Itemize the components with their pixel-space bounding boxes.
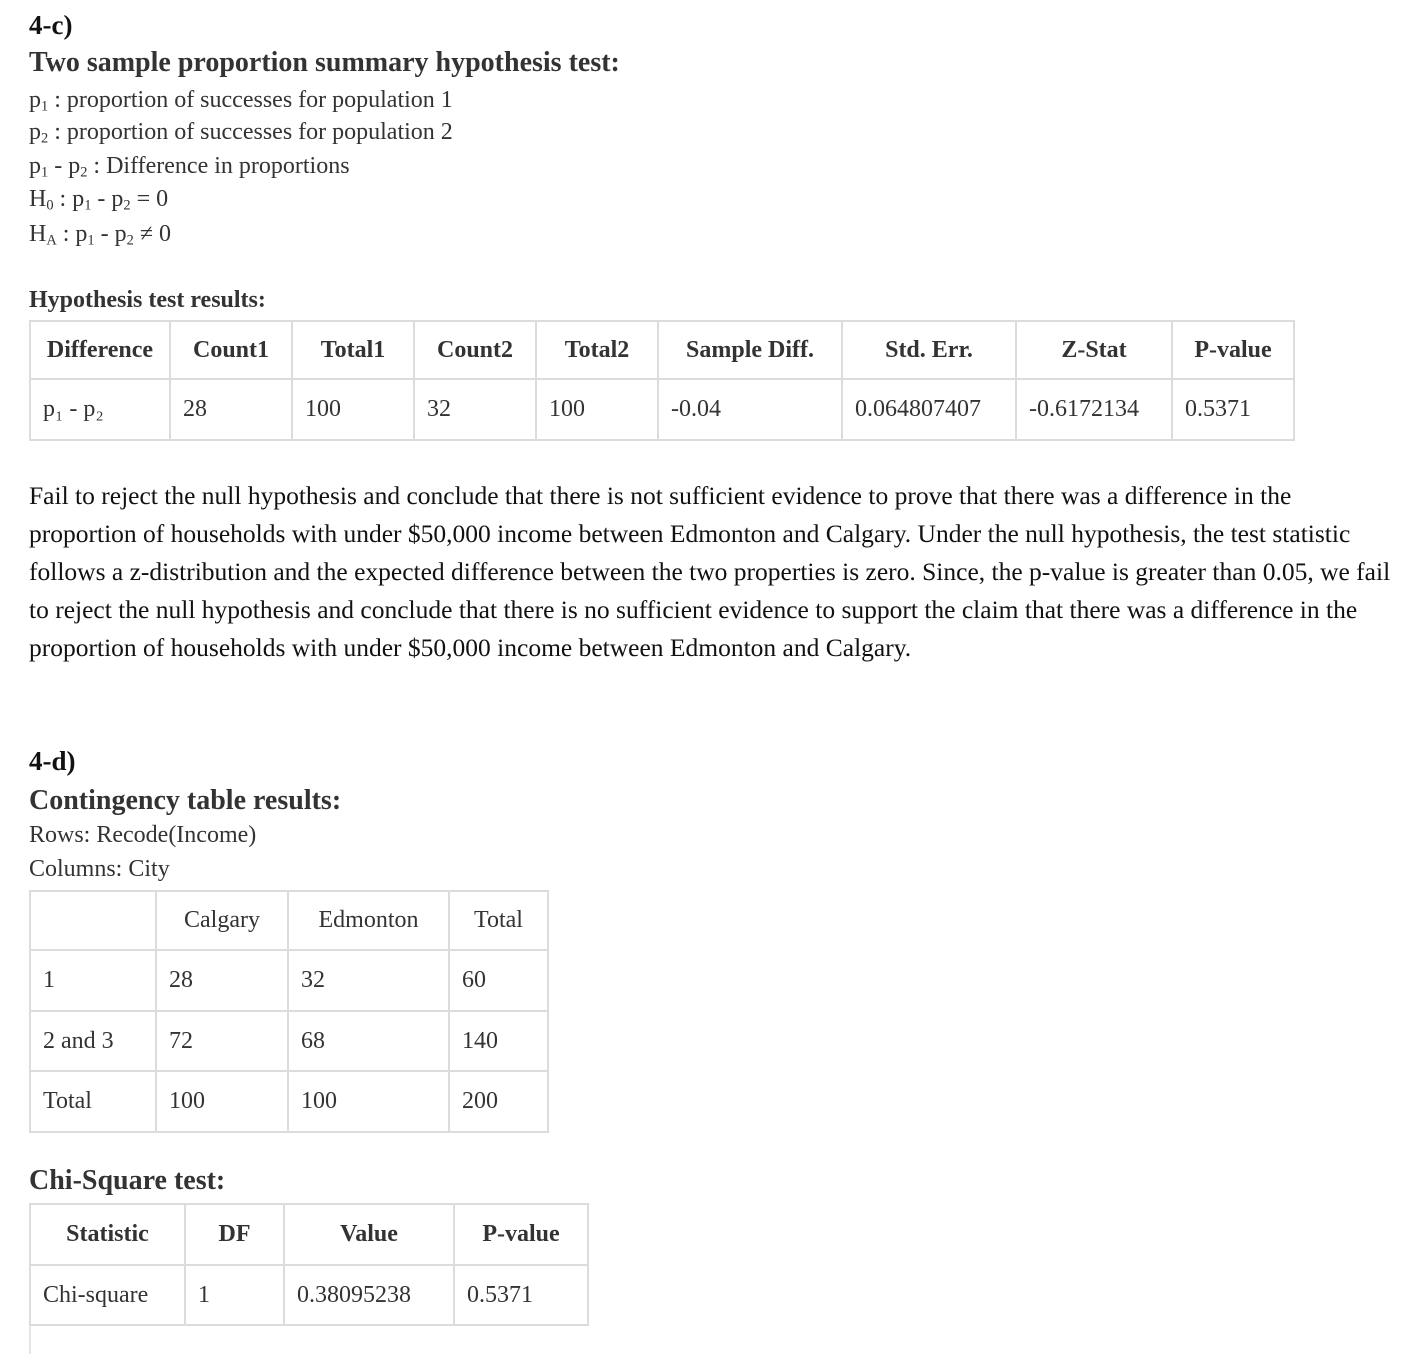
cell-count2: 32 <box>414 379 536 440</box>
row-label: 2 and 3 <box>30 1011 156 1071</box>
table-header-row <box>30 1204 588 1265</box>
col-header: Count2 <box>414 321 536 379</box>
cell-count1: 28 <box>170 379 292 440</box>
table-row <box>30 379 1294 440</box>
col-header: Total2 <box>536 321 658 379</box>
cell-total2: 100 <box>536 379 658 440</box>
cell-z-stat: -0.6172134 <box>1016 379 1172 440</box>
col-header: P-value <box>454 1204 588 1265</box>
cell-edmonton: 32 <box>288 950 449 1011</box>
col-header: Std. Err. <box>842 321 1016 379</box>
row-label: Total <box>30 1071 156 1132</box>
col-header <box>30 891 156 950</box>
col-header: Z-Stat <box>1016 321 1172 379</box>
cell-total: 60 <box>449 950 548 1011</box>
cell-calgary: 72 <box>156 1011 288 1071</box>
col-header: Difference <box>30 321 170 379</box>
table-row <box>30 1011 548 1071</box>
table-row <box>30 950 548 1011</box>
col-header: Calgary <box>156 891 288 950</box>
null-hypothesis: $H_0$ : $p_1 - p_2 = 0$ <box>29 186 169 214</box>
col-header: Count1 <box>170 321 292 379</box>
section-d-id: 4-d) <box>29 746 76 776</box>
chi-square-title: Chi-Square test: <box>29 1165 226 1196</box>
col-header: Sample Diff. <box>658 321 842 379</box>
cell-sample-diff: -0.04 <box>658 379 842 440</box>
cell-p-value: 0.5371 <box>454 1265 588 1325</box>
cell-difference: p₁ - p₂ <box>30 379 170 440</box>
col-header: Statistic <box>30 1204 185 1265</box>
cell-total1: 100 <box>292 379 414 440</box>
definition-difference: $p_1 - p_2$ : Difference in proportions <box>29 153 350 181</box>
cell-value: 0.38095238 <box>284 1265 454 1325</box>
col-header: P-value <box>1172 321 1294 379</box>
row-label: 1 <box>30 950 156 1011</box>
col-header: Total1 <box>292 321 414 379</box>
rows-label: Rows: Recode(Income) <box>29 822 257 848</box>
page-edge-line <box>29 1326 31 1354</box>
cell-df: 1 <box>185 1265 284 1325</box>
hypothesis-results-table <box>29 320 1295 441</box>
cell-std-err: 0.064807407 <box>842 379 1016 440</box>
table-header-row <box>30 891 548 950</box>
chi-square-table <box>29 1203 589 1326</box>
cell-edmonton: 68 <box>288 1011 449 1071</box>
cell-calgary: 100 <box>156 1071 288 1132</box>
col-header: DF <box>185 1204 284 1265</box>
cell-statistic: Chi-square <box>30 1265 185 1325</box>
definition-p1: $p_1$ : proportion of successes for population 1 <box>29 87 453 115</box>
cell-calgary: 28 <box>156 950 288 1011</box>
cell-edmonton: 100 <box>288 1071 449 1132</box>
contingency-table <box>29 890 549 1133</box>
cell-p-value: 0.5371 <box>1172 379 1294 440</box>
cell-total: 140 <box>449 1011 548 1071</box>
table-header-row <box>30 321 1294 379</box>
table-row <box>30 1265 588 1325</box>
alternative-hypothesis: $H_A$ : $p_1 - p_2 \ne 0$ <box>29 221 171 249</box>
section-c-id: 4-c) <box>29 10 73 40</box>
definition-p2: $p_2$ : proportion of successes for population 2 <box>29 119 453 147</box>
conclusion-paragraph: Fail to reject the null hypothesis and conclude that there is not sufficient evidence to prove that there was a difference in the proportion of households with under $50,000 income between Edmonton and Calgary. Under the null hypothesis, the test statistic follows a z-distribution and the expected difference between the two properties is zero. Since, the p-value is greater than 0.05, we fail to reject the null hypothesis and conclude that there is no sufficient evidence to support the claim that there was a difference in the proportion of households with under $50,000 income between Edmonton and Calgary. <box>29 481 1391 662</box>
section-d-title: Contingency table results: <box>29 785 342 816</box>
col-header: Total <box>449 891 548 950</box>
table-row <box>30 1071 548 1132</box>
col-header: Value <box>284 1204 454 1265</box>
columns-label: Columns: City <box>29 856 170 882</box>
section-c-title: Two sample proportion summary hypothesis test: <box>29 47 620 78</box>
cell-total: 200 <box>449 1071 548 1132</box>
results-heading: Hypothesis test results: <box>29 287 266 313</box>
col-header: Edmonton <box>288 891 449 950</box>
